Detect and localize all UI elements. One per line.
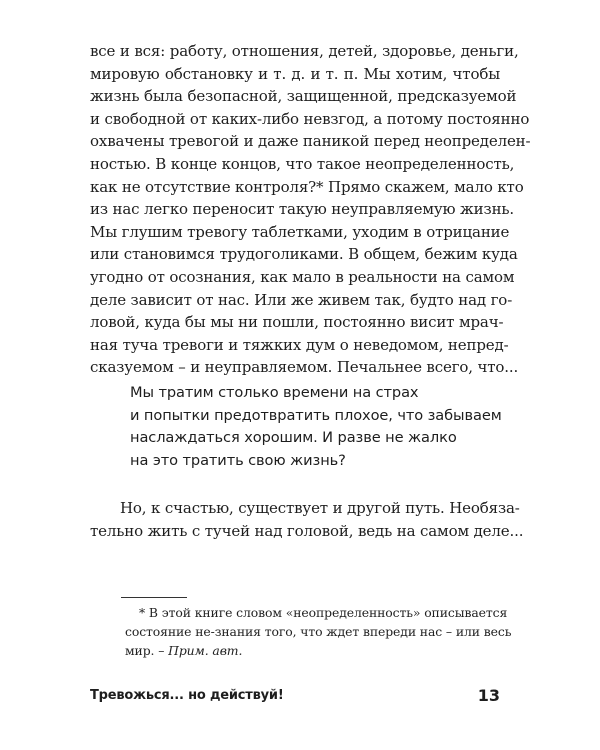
text-line: или становимся трудоголиками. В общем, бежим куда <box>90 245 518 264</box>
text-line: из нас легко переносит такую неуправляемую жизнь. <box>90 200 515 219</box>
text-line: тельно жить с тучей над головой, ведь на самом деле... <box>90 521 524 540</box>
author-note: Прим. авт. <box>168 643 243 658</box>
quote-line: и попытки предотвратить плохое, что забываем <box>130 406 502 424</box>
running-title: Тревожься... но действуй! <box>90 688 284 703</box>
text-line: ловой, куда бы мы ни пошли, постоянно висит мрач- <box>90 313 504 332</box>
footnote-divider <box>121 597 187 598</box>
text-line: и свободной от каких-либо невзгод, а потому постоянно <box>90 109 530 128</box>
text-line: угодно от осознания, как мало в реальности на самом <box>90 267 515 286</box>
text-line: деле зависит от нас. Или же живем так, будто над го- <box>90 290 513 309</box>
text-line: все и вся: работу, отношения, детей, здоровье, деньги, <box>90 42 519 60</box>
text-line: как не отсутствие контроля?* Прямо скажем, мало кто <box>90 177 524 196</box>
footnote-line: * В этой книге словом «неопределенность» описывается <box>139 605 508 620</box>
footnote-prefix: мир. – <box>125 643 169 658</box>
footnote-line <box>125 641 500 660</box>
text-line: ностью. В конце концов, что такое неопределенность, <box>90 154 515 173</box>
footnote <box>125 603 512 660</box>
quote-line: Мы тратим столько времени на страх <box>130 384 419 401</box>
page-footer <box>90 686 500 706</box>
text-line: Мы глушим тревогу таблетками, уходим в отрицание <box>90 222 510 241</box>
text-line: сказуемом – и неуправляемом. Печальнее всего, что... <box>90 358 519 377</box>
text-line: жизнь была безопасной, защищенной, предсказуемой <box>90 87 517 106</box>
main-paragraph <box>90 40 531 379</box>
text-line: Но, к счастью, существует и другой путь. Необяза- <box>120 499 520 517</box>
footnote-line: состояние не-знания того, что ждет впереди нас – или весь <box>125 624 512 639</box>
text-line: мировую обстановку и т. д. и т. п. Мы хотим, чтобы <box>90 64 500 83</box>
quote-line: наслаждаться хорошим. И разве не жалко <box>130 429 457 447</box>
pull-quote <box>130 382 502 472</box>
closing-paragraph <box>90 497 524 542</box>
text-line: охвачены тревогой и даже паникой перед неопределен- <box>90 132 531 151</box>
page-number: 13 <box>477 686 500 705</box>
text-line: ная туча тревоги и тяжких дум о неведомом, непред- <box>90 335 509 354</box>
quote-line: на это тратить свою жизнь? <box>130 451 346 469</box>
